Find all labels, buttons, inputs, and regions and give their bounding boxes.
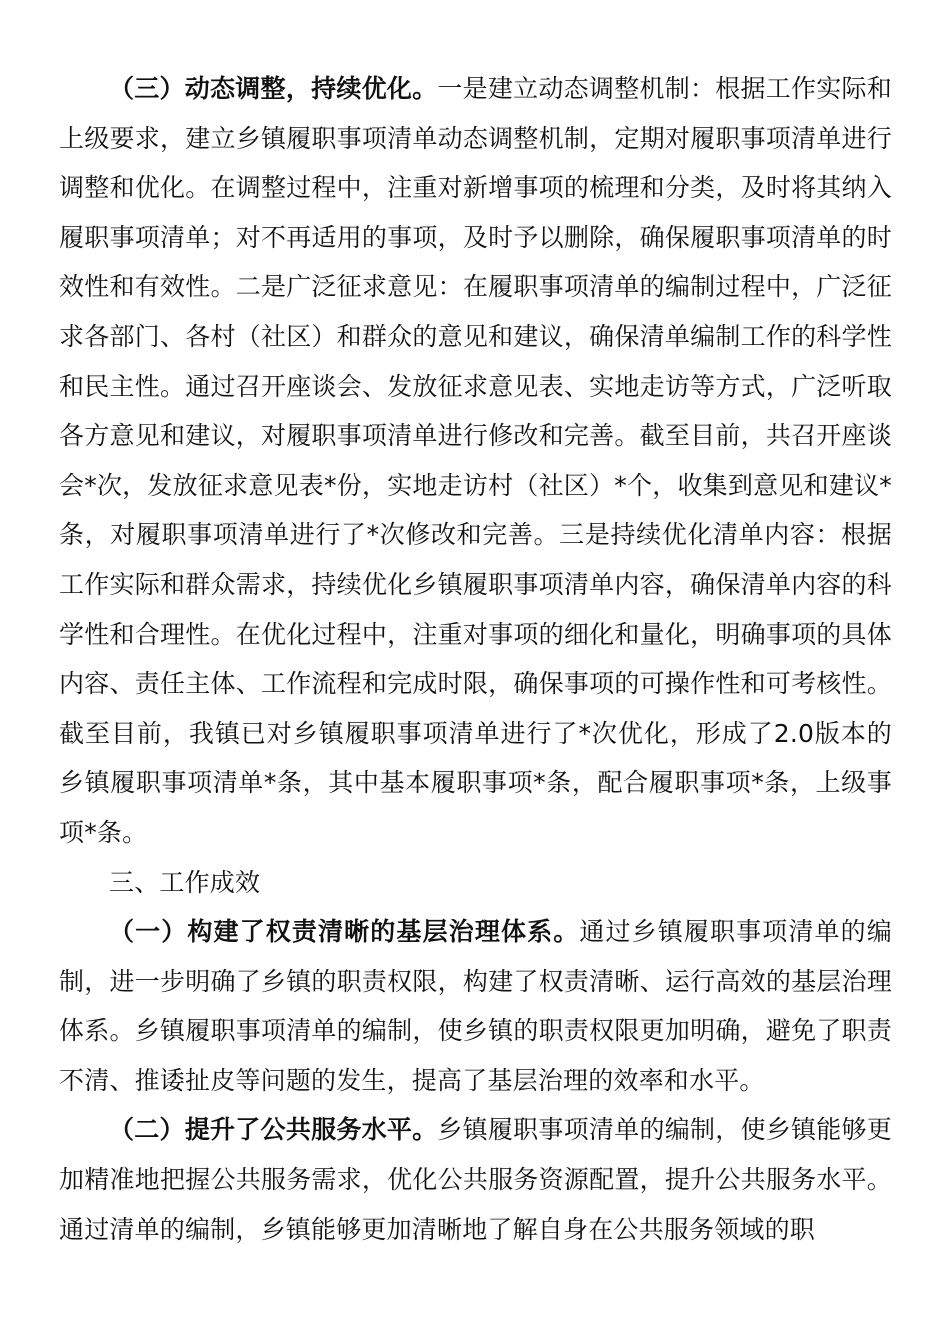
paragraph-public-service [59, 1105, 892, 1254]
paragraph-heading: （一）构建了权责清晰的基层治理体系。 [109, 917, 580, 947]
paragraph-body: 乡镇履职事项清单的编制，使乡镇能够更加精准地把握公共服务需求，优化公共服务资源配置，提升公共服务水平。通过清单的编制，乡镇能够更加清晰地了解自身在公共服务领域的职 [59, 1115, 892, 1244]
section-title-work-results: 三、工作成效 [109, 867, 261, 897]
paragraph-body: 通过乡镇履职事项清单的编制，进一步明确了乡镇的职责权限，构建了权责清晰、运行高效的基层治理体系。乡镇履职事项清单的编制，使乡镇的职责权限更加明确，避免了职责不清、推诿扯皮等问题的发生，提高了基层治理的效率和水平。 [59, 917, 892, 1095]
paragraph-heading: （二）提升了公共服务水平。 [109, 1115, 438, 1145]
paragraph-dynamic-adjustment [59, 64, 892, 858]
paragraph-body: 一是建立动态调整机制：根据工作实际和上级要求，建立乡镇履职事项清单动态调整机制，定期对履职事项清单进行调整和优化。在调整过程中，注重对新增事项的梳理和分类，及时将其纳入履职事项清单；对不再适用的事项，及时予以删除，确保履职事项清单的时效性和有效性。二是广泛征求意见：在履职事项清单的编制过程中，广泛征求各部门、各村（社区）和群众的意见和建议，确保清单编制工作的科学性和民主性。通过召开座谈会、发放征求意见表、实地走访等方式，广泛听取各方意见和建议，对履职事项清单进行修改和完善。截至目前，共召开座谈会*次，发放征求意见表*份，实地走访村（社区）*个，收集到意见和建议*条，对履职事项清单进行了*次修改和完善。三是持续优化清单内容：根据工作实际和群众需求，持续优化乡镇履职事项清单内容，确保清单内容的科学性和合理性。在优化过程中，注重对事项的细化和量化，明确事项的具体内容、责任主体、工作流程和完成时限，确保事项的可操作性和可考核性。截至目前，我镇已对乡镇履职事项清单进行了*次优化，形成了2.0版本的乡镇履职事项清单*条，其中基本履职事项*条，配合履职事项*条，上级事项*条。 [59, 74, 892, 847]
paragraph-governance-system [59, 907, 892, 1105]
paragraph-heading: （三）动态调整，持续优化。 [109, 74, 438, 103]
